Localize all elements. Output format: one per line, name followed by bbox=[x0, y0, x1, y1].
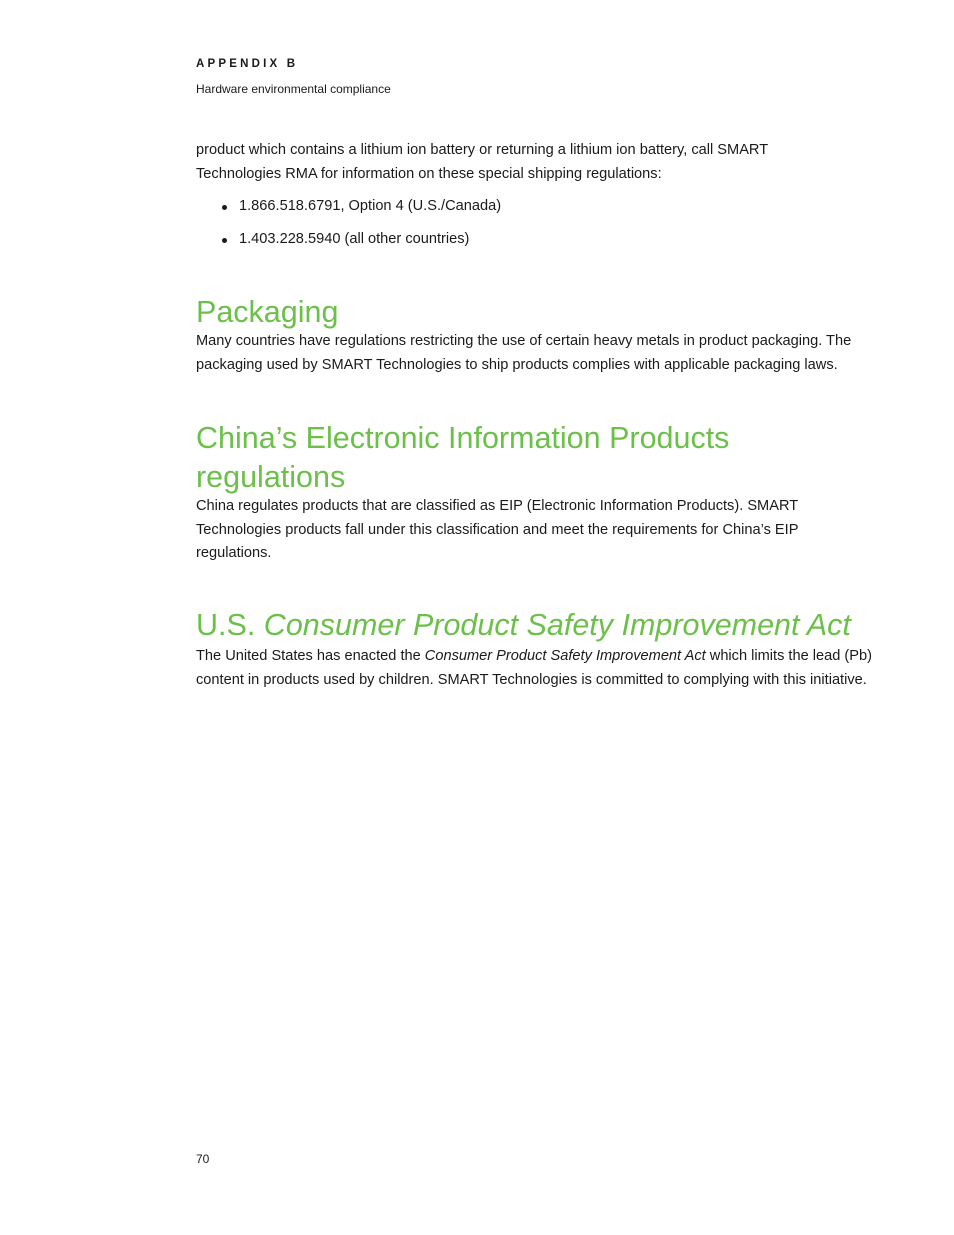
list-item-text: 1.403.228.5940 (all other countries) bbox=[239, 231, 470, 247]
appendix-subtitle: Hardware environmental compliance bbox=[196, 82, 391, 96]
intro-paragraph: product which contains a lithium ion battery or returning a lithium ion battery, call SMART Technologies RMA for information on these special shipping regulations: bbox=[196, 142, 768, 182]
section-heading-cpsia-prefix: U.S. bbox=[196, 608, 264, 642]
section-heading-cpsia-title: Consumer Product Safety Improvement Act bbox=[263, 608, 851, 642]
section-body-cpsia-act-name: Consumer Product Safety Improvement Act bbox=[424, 648, 706, 664]
bullet-icon bbox=[222, 238, 227, 243]
list-item-text: 1.866.518.6791, Option 4 (U.S./Canada) bbox=[239, 198, 502, 214]
bullet-icon bbox=[222, 205, 227, 210]
section-heading-china-eip: China’s Electronic Information Products regulations bbox=[196, 421, 730, 494]
list-item bbox=[196, 195, 501, 219]
phone-number-list bbox=[196, 195, 501, 261]
section-body-packaging: Many countries have regulations restricting the use of certain heavy metals in product packaging. The packaging used by SMART Technologies to ship products complies with applicable packaging laws. bbox=[196, 333, 852, 373]
section-heading-cpsia bbox=[196, 606, 896, 645]
appendix-label: APPENDIX B bbox=[196, 58, 299, 70]
list-item bbox=[196, 228, 501, 252]
section-heading-packaging: Packaging bbox=[196, 295, 339, 329]
section-body-china-eip: China regulates products that are classified as EIP (Electronic Information Products). SMART Technologies products fall under this classification and meet the requirements for China’s EIP regulations. bbox=[196, 498, 799, 561]
section-body-cpsia-start: The United States has enacted the bbox=[196, 648, 425, 664]
section-body-cpsia bbox=[196, 645, 886, 692]
page-number: 70 bbox=[196, 1152, 210, 1166]
section-body-cpsia-end: which limits the lead (Pb) content in products used by children. SMART Technologies is committed to complying with this initiative. bbox=[196, 648, 872, 688]
